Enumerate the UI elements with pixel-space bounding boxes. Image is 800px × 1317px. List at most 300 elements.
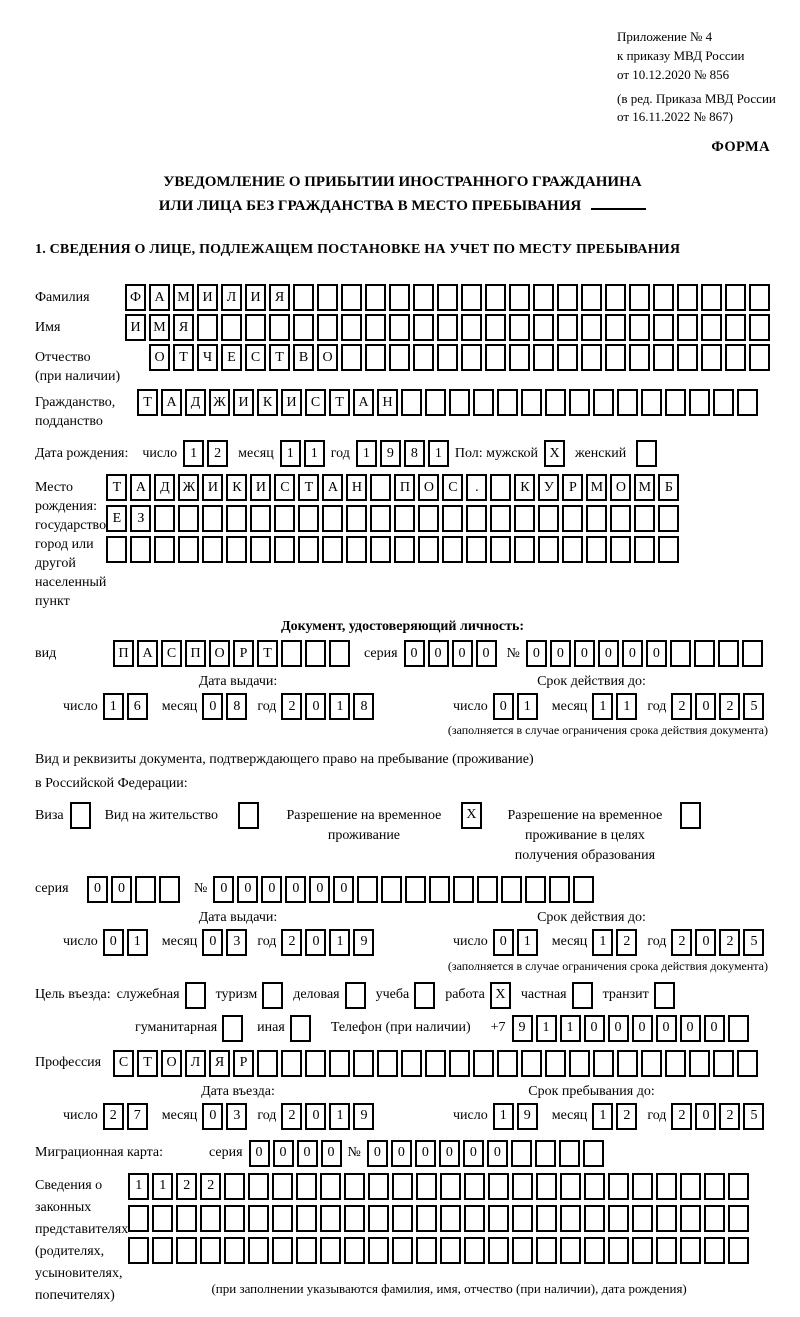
char-cell[interactable]: Ж [209,389,230,416]
char-cell[interactable] [725,344,746,371]
checkbox-cell[interactable] [345,982,366,1009]
char-cell[interactable] [557,314,578,341]
char-cell[interactable]: 0 [237,876,258,903]
char-cell[interactable] [701,344,722,371]
char-cell[interactable] [680,1205,701,1232]
char-cell[interactable]: 1 [356,440,377,467]
char-cell[interactable] [512,1237,533,1264]
char-cell[interactable]: Я [173,314,194,341]
char-cell[interactable]: 1 [329,1103,350,1130]
char-cell[interactable]: 2 [200,1173,221,1200]
char-cell[interactable] [573,876,594,903]
char-cell[interactable] [425,1050,446,1077]
char-cell[interactable] [416,1173,437,1200]
char-cell[interactable] [477,876,498,903]
char-cell[interactable] [281,1050,302,1077]
char-cell[interactable]: В [293,344,314,371]
char-cell[interactable]: 0 [656,1015,677,1042]
char-cell[interactable]: 0 [574,640,595,667]
char-cell[interactable]: 0 [428,640,449,667]
char-cell[interactable] [200,1205,221,1232]
char-cell[interactable]: 1 [517,929,538,956]
char-cell[interactable] [593,1050,614,1077]
char-cell[interactable] [248,1173,269,1200]
char-cell[interactable]: А [137,640,158,667]
char-cell[interactable] [713,1050,734,1077]
char-cell[interactable]: 0 [103,929,124,956]
char-cell[interactable] [296,1173,317,1200]
char-cell[interactable] [154,536,175,563]
char-cell[interactable] [365,344,386,371]
char-cell[interactable] [464,1205,485,1232]
char-cell[interactable]: 1 [127,929,148,956]
char-cell[interactable] [317,314,338,341]
char-cell[interactable] [442,505,463,532]
char-cell[interactable] [245,314,266,341]
char-cell[interactable]: 2 [207,440,228,467]
char-cell[interactable] [413,284,434,311]
char-cell[interactable] [368,1205,389,1232]
char-cell[interactable]: 0 [526,640,547,667]
char-cell[interactable] [437,284,458,311]
char-cell[interactable] [130,536,151,563]
char-cell[interactable] [725,314,746,341]
checkbox-cell[interactable] [572,982,593,1009]
char-cell[interactable] [346,505,367,532]
char-cell[interactable] [569,389,590,416]
char-cell[interactable] [178,505,199,532]
char-cell[interactable] [737,389,758,416]
char-cell[interactable]: Т [298,474,319,501]
char-cell[interactable] [514,536,535,563]
char-cell[interactable]: 9 [512,1015,533,1042]
char-cell[interactable] [317,284,338,311]
char-cell[interactable] [449,1050,470,1077]
char-cell[interactable] [461,284,482,311]
char-cell[interactable]: Ч [197,344,218,371]
char-cell[interactable] [728,1237,749,1264]
char-cell[interactable]: К [514,474,535,501]
char-cell[interactable]: 0 [202,693,223,720]
char-cell[interactable] [305,1050,326,1077]
char-cell[interactable]: 1 [517,693,538,720]
char-cell[interactable] [485,344,506,371]
char-cell[interactable]: Т [173,344,194,371]
char-cell[interactable]: 3 [226,929,247,956]
char-cell[interactable] [461,314,482,341]
char-cell[interactable] [533,284,554,311]
char-cell[interactable]: 0 [111,876,132,903]
char-cell[interactable] [497,1050,518,1077]
char-cell[interactable] [562,505,583,532]
char-cell[interactable] [178,536,199,563]
char-cell[interactable] [485,284,506,311]
char-cell[interactable] [488,1237,509,1264]
char-cell[interactable] [689,1050,710,1077]
char-cell[interactable]: 0 [608,1015,629,1042]
char-cell[interactable] [370,505,391,532]
char-cell[interactable]: 0 [285,876,306,903]
char-cell[interactable]: Т [137,389,158,416]
char-cell[interactable] [357,876,378,903]
char-cell[interactable]: Р [233,640,254,667]
char-cell[interactable]: 0 [305,929,326,956]
char-cell[interactable] [224,1173,245,1200]
char-cell[interactable] [488,1205,509,1232]
char-cell[interactable]: 0 [487,1140,508,1167]
char-cell[interactable] [704,1237,725,1264]
char-cell[interactable] [521,389,542,416]
checkbox-cell[interactable] [290,1015,311,1042]
char-cell[interactable]: О [209,640,230,667]
char-cell[interactable] [512,1173,533,1200]
char-cell[interactable] [344,1205,365,1232]
char-cell[interactable]: Т [137,1050,158,1077]
char-cell[interactable]: 1 [493,1103,514,1130]
char-cell[interactable]: Р [233,1050,254,1077]
char-cell[interactable] [677,284,698,311]
char-cell[interactable] [401,1050,422,1077]
char-cell[interactable]: 0 [202,929,223,956]
char-cell[interactable] [106,536,127,563]
char-cell[interactable] [533,344,554,371]
char-cell[interactable] [557,344,578,371]
char-cell[interactable] [525,876,546,903]
char-cell[interactable]: 2 [103,1103,124,1130]
char-cell[interactable]: И [125,314,146,341]
char-cell[interactable] [670,640,691,667]
char-cell[interactable]: 1 [560,1015,581,1042]
char-cell[interactable] [629,344,650,371]
char-cell[interactable] [536,1173,557,1200]
char-cell[interactable]: 2 [281,693,302,720]
char-cell[interactable] [593,389,614,416]
char-cell[interactable]: И [197,284,218,311]
checkbox-cell[interactable]: X [461,802,482,829]
char-cell[interactable] [128,1205,149,1232]
char-cell[interactable]: 0 [261,876,282,903]
char-cell[interactable]: Т [257,640,278,667]
char-cell[interactable]: С [245,344,266,371]
char-cell[interactable]: О [149,344,170,371]
char-cell[interactable] [509,284,530,311]
char-cell[interactable] [416,1237,437,1264]
char-cell[interactable] [293,284,314,311]
char-cell[interactable]: С [161,640,182,667]
char-cell[interactable] [365,314,386,341]
char-cell[interactable] [128,1237,149,1264]
char-cell[interactable] [610,536,631,563]
char-cell[interactable] [728,1205,749,1232]
char-cell[interactable]: 0 [598,640,619,667]
char-cell[interactable]: Д [185,389,206,416]
char-cell[interactable] [250,505,271,532]
char-cell[interactable] [461,344,482,371]
char-cell[interactable] [226,505,247,532]
char-cell[interactable]: П [394,474,415,501]
char-cell[interactable] [490,536,511,563]
checkbox-cell[interactable] [414,982,435,1009]
char-cell[interactable] [533,314,554,341]
char-cell[interactable] [608,1237,629,1264]
char-cell[interactable] [250,536,271,563]
char-cell[interactable]: 9 [380,440,401,467]
char-cell[interactable]: С [113,1050,134,1077]
char-cell[interactable]: . [466,474,487,501]
char-cell[interactable] [728,1173,749,1200]
char-cell[interactable] [440,1205,461,1232]
char-cell[interactable]: И [233,389,254,416]
char-cell[interactable] [293,314,314,341]
char-cell[interactable] [488,1173,509,1200]
char-cell[interactable] [429,876,450,903]
char-cell[interactable]: 0 [550,640,571,667]
char-cell[interactable] [490,474,511,501]
char-cell[interactable] [656,1173,677,1200]
char-cell[interactable] [466,536,487,563]
checkbox-cell[interactable]: X [490,982,511,1009]
char-cell[interactable]: Ж [178,474,199,501]
char-cell[interactable]: Н [377,389,398,416]
char-cell[interactable] [401,389,422,416]
char-cell[interactable]: 5 [743,693,764,720]
char-cell[interactable] [689,389,710,416]
checkbox-cell[interactable] [238,802,259,829]
char-cell[interactable]: Я [209,1050,230,1077]
char-cell[interactable]: М [634,474,655,501]
char-cell[interactable] [466,505,487,532]
char-cell[interactable] [728,1015,749,1042]
char-cell[interactable] [389,344,410,371]
char-cell[interactable]: Б [658,474,679,501]
char-cell[interactable] [344,1237,365,1264]
char-cell[interactable]: П [185,640,206,667]
char-cell[interactable] [713,389,734,416]
char-cell[interactable] [634,505,655,532]
char-cell[interactable] [677,344,698,371]
char-cell[interactable]: Л [185,1050,206,1077]
char-cell[interactable] [377,1050,398,1077]
char-cell[interactable] [416,1205,437,1232]
char-cell[interactable]: 1 [152,1173,173,1200]
char-cell[interactable]: 1 [103,693,124,720]
char-cell[interactable]: 2 [281,1103,302,1130]
char-cell[interactable] [677,314,698,341]
char-cell[interactable]: А [353,389,374,416]
char-cell[interactable] [159,876,180,903]
char-cell[interactable]: М [586,474,607,501]
char-cell[interactable] [197,314,218,341]
char-cell[interactable] [658,536,679,563]
char-cell[interactable] [737,1050,758,1077]
char-cell[interactable] [584,1205,605,1232]
char-cell[interactable]: 1 [616,693,637,720]
char-cell[interactable] [617,1050,638,1077]
char-cell[interactable] [586,505,607,532]
char-cell[interactable] [665,389,686,416]
char-cell[interactable] [605,284,626,311]
char-cell[interactable] [632,1237,653,1264]
char-cell[interactable] [368,1237,389,1264]
char-cell[interactable] [152,1237,173,1264]
char-cell[interactable]: 1 [592,929,613,956]
char-cell[interactable]: О [418,474,439,501]
char-cell[interactable] [453,876,474,903]
char-cell[interactable]: 0 [309,876,330,903]
char-cell[interactable] [437,344,458,371]
char-cell[interactable] [586,536,607,563]
char-cell[interactable]: 1 [280,440,301,467]
char-cell[interactable]: 0 [439,1140,460,1167]
char-cell[interactable]: О [161,1050,182,1077]
char-cell[interactable]: 2 [671,1103,692,1130]
char-cell[interactable]: 1 [536,1015,557,1042]
char-cell[interactable]: 0 [87,876,108,903]
char-cell[interactable] [653,284,674,311]
char-cell[interactable] [353,1050,374,1077]
char-cell[interactable]: Т [269,344,290,371]
char-cell[interactable] [154,505,175,532]
checkbox-cell[interactable] [262,982,283,1009]
char-cell[interactable]: 2 [671,693,692,720]
checkbox-cell[interactable] [636,440,657,467]
char-cell[interactable] [497,389,518,416]
char-cell[interactable]: К [257,389,278,416]
char-cell[interactable] [701,314,722,341]
char-cell[interactable]: 0 [476,640,497,667]
char-cell[interactable]: Я [269,284,290,311]
char-cell[interactable]: 1 [592,1103,613,1130]
char-cell[interactable] [605,314,626,341]
char-cell[interactable]: 0 [695,929,716,956]
char-cell[interactable]: 5 [743,1103,764,1130]
char-cell[interactable] [344,1173,365,1200]
char-cell[interactable] [584,1173,605,1200]
char-cell[interactable] [425,389,446,416]
char-cell[interactable] [632,1173,653,1200]
char-cell[interactable]: 5 [743,929,764,956]
char-cell[interactable] [341,344,362,371]
checkbox-cell[interactable] [185,982,206,1009]
char-cell[interactable] [418,505,439,532]
char-cell[interactable] [749,314,770,341]
char-cell[interactable]: 0 [321,1140,342,1167]
char-cell[interactable] [501,876,522,903]
char-cell[interactable] [581,314,602,341]
char-cell[interactable]: 1 [592,693,613,720]
char-cell[interactable] [610,505,631,532]
char-cell[interactable]: О [610,474,631,501]
char-cell[interactable] [629,284,650,311]
char-cell[interactable] [536,1205,557,1232]
char-cell[interactable] [617,389,638,416]
char-cell[interactable] [320,1205,341,1232]
char-cell[interactable] [248,1237,269,1264]
char-cell[interactable]: М [149,314,170,341]
char-cell[interactable]: С [274,474,295,501]
char-cell[interactable] [296,1205,317,1232]
char-cell[interactable]: 0 [415,1140,436,1167]
char-cell[interactable] [320,1173,341,1200]
char-cell[interactable] [608,1205,629,1232]
char-cell[interactable] [485,314,506,341]
char-cell[interactable]: 9 [353,929,374,956]
char-cell[interactable] [560,1205,581,1232]
char-cell[interactable] [641,389,662,416]
char-cell[interactable] [405,876,426,903]
char-cell[interactable] [464,1173,485,1200]
char-cell[interactable]: Ф [125,284,146,311]
char-cell[interactable] [392,1205,413,1232]
char-cell[interactable] [200,1237,221,1264]
char-cell[interactable] [562,536,583,563]
char-cell[interactable]: 0 [463,1140,484,1167]
char-cell[interactable]: 7 [127,1103,148,1130]
char-cell[interactable]: 2 [281,929,302,956]
char-cell[interactable]: А [322,474,343,501]
char-cell[interactable]: 0 [333,876,354,903]
char-cell[interactable]: 1 [329,929,350,956]
char-cell[interactable]: С [442,474,463,501]
char-cell[interactable] [464,1237,485,1264]
char-cell[interactable] [634,536,655,563]
char-cell[interactable] [440,1173,461,1200]
char-cell[interactable] [749,284,770,311]
char-cell[interactable] [394,536,415,563]
char-cell[interactable] [440,1237,461,1264]
char-cell[interactable]: 2 [719,693,740,720]
char-cell[interactable] [202,505,223,532]
char-cell[interactable] [545,389,566,416]
checkbox-cell[interactable] [222,1015,243,1042]
char-cell[interactable]: 3 [226,1103,247,1130]
char-cell[interactable] [381,876,402,903]
char-cell[interactable]: 0 [297,1140,318,1167]
char-cell[interactable]: 2 [616,929,637,956]
char-cell[interactable]: И [281,389,302,416]
char-cell[interactable] [413,344,434,371]
char-cell[interactable]: С [305,389,326,416]
char-cell[interactable]: И [250,474,271,501]
char-cell[interactable] [490,505,511,532]
char-cell[interactable] [389,314,410,341]
char-cell[interactable] [608,1173,629,1200]
char-cell[interactable]: 2 [176,1173,197,1200]
char-cell[interactable] [248,1205,269,1232]
char-cell[interactable]: 0 [695,1103,716,1130]
char-cell[interactable]: 0 [680,1015,701,1042]
char-cell[interactable] [298,505,319,532]
char-cell[interactable] [296,1237,317,1264]
char-cell[interactable]: 0 [213,876,234,903]
char-cell[interactable]: Е [106,505,127,532]
char-cell[interactable] [257,1050,278,1077]
char-cell[interactable]: 1 [183,440,204,467]
checkbox-cell[interactable] [680,802,701,829]
checkbox-cell[interactable] [654,982,675,1009]
checkbox-cell[interactable]: X [544,440,565,467]
char-cell[interactable] [680,1173,701,1200]
char-cell[interactable]: И [202,474,223,501]
char-cell[interactable] [329,640,350,667]
char-cell[interactable] [320,1237,341,1264]
char-cell[interactable] [394,505,415,532]
char-cell[interactable] [509,314,530,341]
char-cell[interactable]: 0 [404,640,425,667]
char-cell[interactable] [224,1237,245,1264]
char-cell[interactable]: 0 [584,1015,605,1042]
char-cell[interactable] [557,284,578,311]
